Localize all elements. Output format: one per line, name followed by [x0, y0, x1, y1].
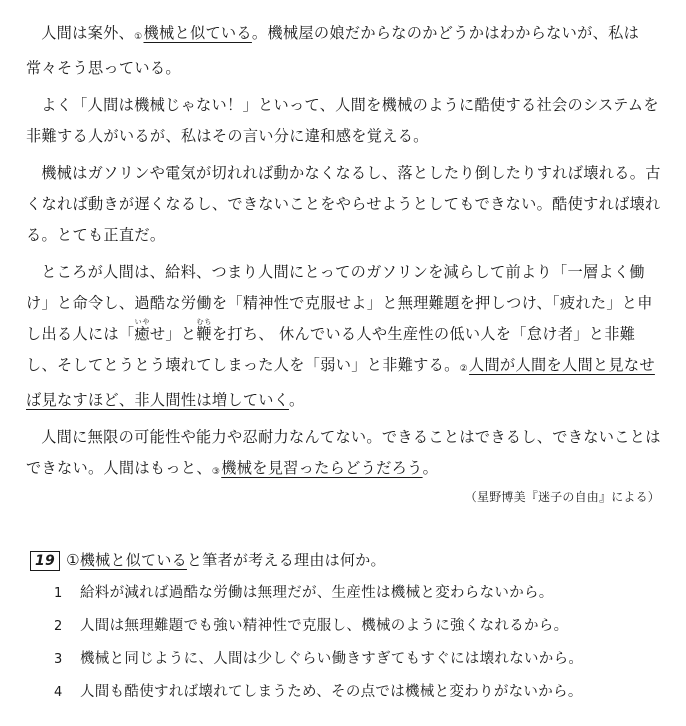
underline-marker-3: ③ — [211, 467, 221, 477]
paragraph-3: 機械はガソリンや電気が切れれば動かなくなるし、落としたり倒したりすれば壊れる。古くなれば動きが遅くなるし、できないことをやらせようとしてもできない。酷使すれば壊れる。とても正直だ。 — [26, 164, 661, 244]
paragraph-5 — [26, 422, 666, 488]
paragraph-1 — [26, 18, 666, 84]
ruby-base: 癒 — [134, 325, 150, 343]
answer-choice-3[interactable] — [30, 643, 660, 676]
choice-text: 給料が減れば過酷な労働は無理だが、生産性は機械と変わらないから。 — [80, 585, 554, 601]
text-segment: 人間は案外、 — [41, 24, 135, 42]
ruby-base: 鞭 — [196, 325, 212, 343]
choice-number: 2 — [54, 619, 63, 634]
underline-marker-1: ① — [134, 32, 143, 42]
question-number: 19 — [30, 551, 60, 571]
furigana-muchi — [196, 318, 212, 343]
choice-text: 機械と同じように、人間は少しぐらい働きすぎてもすぐには壊れないから。 — [80, 651, 584, 667]
answer-choices — [30, 577, 660, 709]
choice-number: 1 — [54, 586, 63, 601]
answer-choice-1[interactable] — [30, 577, 660, 610]
furigana-iya — [134, 318, 150, 343]
text-segment: せ」と — [149, 325, 197, 343]
source-citation: （星野博美『迷子の自由』による） — [464, 490, 660, 504]
question-text: と筆者が考える理由は何か。 — [186, 551, 386, 569]
choice-number: 4 — [54, 685, 63, 700]
text-segment: ところが人間は、給料、つまり人間にとってのガソリンを減らして前より「一層よく働け」と命令し、過酷な労働を「精神性で克服せよ」と無理難題を押しつけ、「疲れた」と申し出る人には「 — [26, 263, 653, 343]
question-block — [30, 545, 660, 709]
ruby-reading: むち — [196, 318, 212, 326]
answer-choice-4[interactable] — [30, 676, 660, 709]
ruby-reading: いや — [134, 318, 150, 326]
answer-choice-2[interactable] — [30, 610, 660, 643]
choice-text: 人間も酷使すれば壊れてしまうため、その点では機械と変わりがないから。 — [80, 684, 583, 700]
text-segment: 。 — [422, 459, 439, 477]
question-prompt — [30, 545, 660, 575]
text-segment: 。機械屋の娘だからなのかどうかはわからないが、私は常々そう思っている。 — [26, 24, 640, 77]
choice-number: 3 — [54, 652, 63, 667]
choice-text: 人間は無理難題でも強い精神性で克服し、機械のように強くなれるから。 — [80, 618, 569, 634]
text-segment: を打ち、 休んでいる人や生産性の低い人を「怠け者」と非難し、そしてとうとう壊れてしまった人を「弱い」と非難する。 — [26, 325, 636, 374]
underline-marker-2: ② — [459, 364, 469, 374]
question-marker: ① — [66, 551, 80, 569]
text-segment: 。 — [288, 391, 305, 409]
paragraph-2: よく「人間は機械じゃない！」といって、人間を機械のように酷使する社会のシステムを非難する人がいるが、私はその言い分に違和感を覚える。 — [26, 96, 659, 145]
text-segment: 人間に無限の可能性や能力や忍耐力なんてない。できることはできるし、できないことはできない。人間はもっと、 — [26, 428, 661, 477]
paragraph-4 — [26, 257, 666, 416]
reading-passage — [26, 18, 666, 494]
question-underlined: 機械と似ている — [79, 551, 187, 569]
underlined-phrase-3: 機械を見習ったらどうだろう — [221, 459, 423, 477]
underlined-phrase-2: 人間が人間を人間と見なせば見なすほど、非人間性は増していく — [26, 356, 655, 409]
underlined-phrase-1: 機械と似ている — [143, 24, 252, 42]
